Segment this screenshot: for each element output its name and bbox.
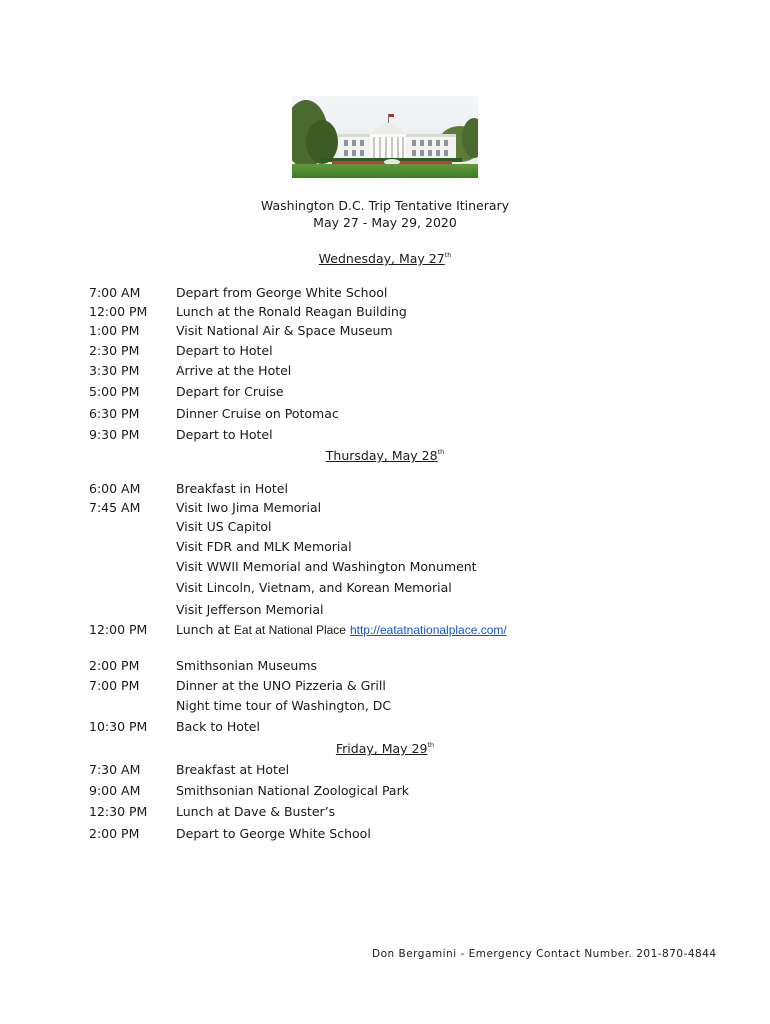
day-heading-suffix: th [427, 741, 435, 749]
row-time: 9:30 PM [89, 427, 140, 442]
restaurant-website-link[interactable]: http://eatatnationalplace.com/ [349, 623, 507, 637]
row-activity: Breakfast at Hotel [176, 762, 290, 777]
row-time: 7:00 PM [89, 678, 140, 693]
row-activity: Dinner at the UNO Pizzeria & Grill [176, 678, 386, 693]
row-activity: Visit Jefferson Memorial [176, 602, 324, 617]
row-activity: Depart to George White School [176, 826, 371, 841]
emergency-contact: Don Bergamini - Emergency Contact Number. 201-870-4844 [372, 948, 717, 960]
row-activity: Breakfast in Hotel [176, 481, 288, 496]
row-time: 7:45 AM [89, 500, 141, 515]
row-time: 2:00 PM [89, 826, 140, 841]
row-activity: Depart from George White School [176, 285, 388, 300]
row-activity: Arrive at the Hotel [176, 363, 292, 378]
row-time: 12:00 PM [89, 304, 148, 319]
row-activity: Night time tour of Washington, DC [176, 698, 392, 713]
row-activity [176, 622, 507, 638]
day-heading-label: Wednesday, May 27 [318, 251, 445, 266]
row-time: 12:00 PM [89, 622, 148, 637]
row-time: 12:30 PM [89, 804, 148, 819]
row-activity: Visit National Air & Space Museum [176, 323, 393, 338]
row-time: 2:30 PM [89, 343, 140, 358]
row-activity: Smithsonian Museums [176, 658, 318, 673]
row-activity: Visit WWII Memorial and Washington Monument [176, 559, 477, 574]
row-time: 6:30 PM [89, 406, 140, 421]
row-time: 3:30 PM [89, 363, 140, 378]
row-time: 9:00 AM [89, 783, 141, 798]
row-activity: Smithsonian National Zoological Park [176, 783, 409, 798]
row-activity: Visit FDR and MLK Memorial [176, 539, 352, 554]
row-activity: Lunch at Dave & Buster’s [176, 804, 336, 819]
day-heading-label: Friday, May 29 [335, 741, 428, 756]
row-time: 6:00 AM [89, 481, 141, 496]
row-activity: Lunch at the Ronald Reagan Building [176, 304, 407, 319]
restaurant-name: Eat at National Place [233, 623, 346, 637]
row-time: 2:00 PM [89, 658, 140, 673]
day-heading-suffix: th [444, 251, 452, 259]
row-time: 7:30 AM [89, 762, 141, 777]
row-time: 1:00 PM [89, 323, 140, 338]
day-heading-friday [0, 741, 770, 757]
row-time: 5:00 PM [89, 384, 140, 399]
row-activity: Back to Hotel [176, 719, 260, 734]
day-heading-thursday [0, 448, 770, 464]
row-activity: Depart to Hotel [176, 343, 273, 358]
day-heading-suffix: th [437, 448, 445, 456]
row-activity: Dinner Cruise on Potomac [176, 406, 339, 421]
row-time: 7:00 AM [89, 285, 141, 300]
day-heading-label: Thursday, May 28 [325, 448, 438, 463]
day-heading-wednesday [0, 251, 770, 267]
row-activity: Visit Iwo Jima Memorial [176, 500, 322, 515]
row-activity: Depart for Cruise [176, 384, 284, 399]
row-activity: Visit Lincoln, Vietnam, and Korean Memorial [176, 580, 452, 595]
itinerary-dates: May 27 - May 29, 2020 [313, 215, 457, 230]
row-activity: Visit US Capitol [176, 519, 272, 534]
white-house-photo [292, 96, 478, 178]
row-activity-prefix: Lunch at [176, 622, 234, 637]
row-time: 10:30 PM [89, 719, 148, 734]
itinerary-title: Washington D.C. Trip Tentative Itinerary [260, 198, 510, 213]
row-activity: Depart to Hotel [176, 427, 273, 442]
